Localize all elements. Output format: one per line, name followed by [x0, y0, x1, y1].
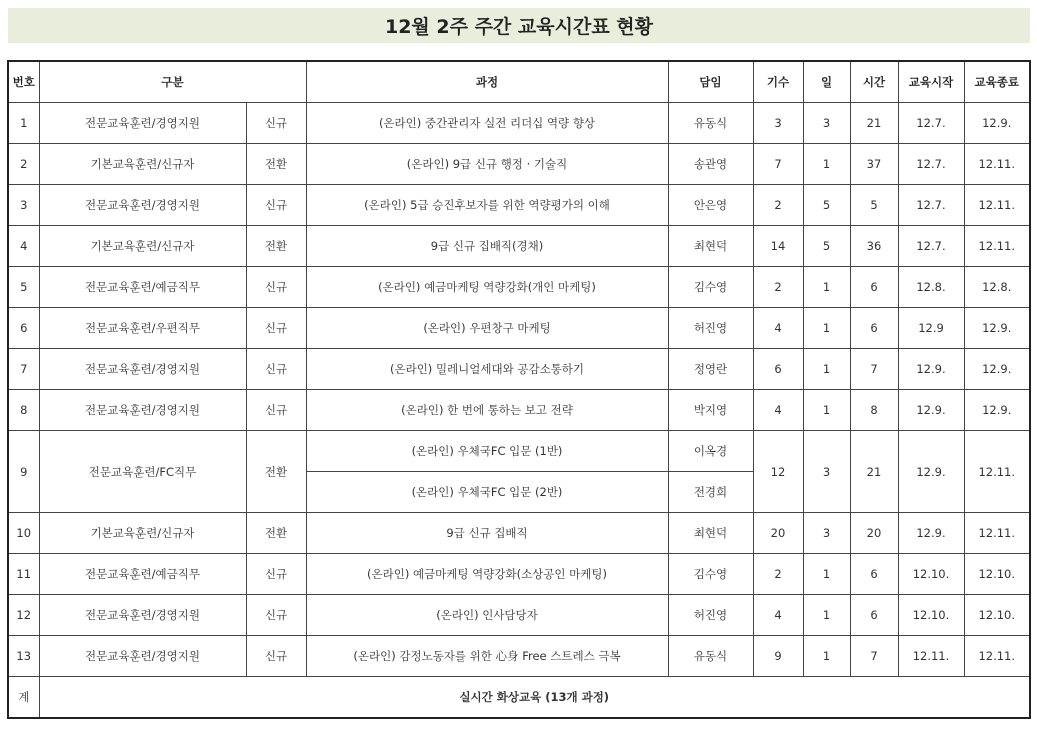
header-no: 번호	[8, 61, 39, 103]
cell-start: 12.7.	[898, 103, 964, 144]
cell-cohort: 3	[753, 103, 803, 144]
cell-no: 12	[8, 595, 39, 636]
cell-type: 신규	[246, 308, 306, 349]
cell-category: 전문교육훈련/경영지원	[39, 103, 246, 144]
cell-hours: 6	[850, 308, 898, 349]
cell-manager: 최현덕	[668, 226, 753, 267]
cell-start: 12.10.	[898, 595, 964, 636]
cell-category: 전문교육훈련/예금직무	[39, 267, 246, 308]
cell-type: 신규	[246, 185, 306, 226]
cell-type: 신규	[246, 267, 306, 308]
cell-category: 전문교육훈련/경영지원	[39, 185, 246, 226]
cell-end: 12.11.	[964, 226, 1030, 267]
cell-no: 5	[8, 267, 39, 308]
cell-start: 12.9.	[898, 390, 964, 431]
cell-start: 12.7.	[898, 185, 964, 226]
cell-manager: 김수영	[668, 554, 753, 595]
table-row	[8, 390, 1030, 431]
table-row	[8, 349, 1030, 390]
cell-category: 전문교육훈련/경영지원	[39, 390, 246, 431]
cell-no: 6	[8, 308, 39, 349]
cell-days: 3	[803, 513, 850, 554]
table-row	[8, 636, 1030, 677]
cell-hours: 8	[850, 390, 898, 431]
cell-no: 8	[8, 390, 39, 431]
cell-hours: 6	[850, 554, 898, 595]
cell-manager: 허진영	[668, 308, 753, 349]
cell-type: 신규	[246, 349, 306, 390]
table-row	[8, 144, 1030, 185]
cell-cohort: 7	[753, 144, 803, 185]
cell-days: 3	[803, 103, 850, 144]
cell-course: (온라인) 한 번에 통하는 보고 전략	[306, 390, 668, 431]
cell-days: 1	[803, 308, 850, 349]
cell-end: 12.10.	[964, 595, 1030, 636]
cell-hours: 37	[850, 144, 898, 185]
header-category: 구분	[39, 61, 306, 103]
schedule-table	[7, 60, 1031, 719]
table-row	[8, 267, 1030, 308]
cell-cohort: 6	[753, 349, 803, 390]
cell-type: 전환	[246, 431, 306, 513]
cell-end: 12.9.	[964, 103, 1030, 144]
cell-category: 전문교육훈련/예금직무	[39, 554, 246, 595]
cell-start: 12.9	[898, 308, 964, 349]
cell-end: 12.8.	[964, 267, 1030, 308]
cell-course: (온라인) 우체국FC 입문 (1반)	[306, 431, 668, 472]
cell-no: 10	[8, 513, 39, 554]
cell-hours: 21	[850, 431, 898, 513]
table-row	[8, 554, 1030, 595]
cell-start: 12.9.	[898, 513, 964, 554]
cell-category: 기본교육훈련/신규자	[39, 513, 246, 554]
cell-end: 12.11.	[964, 513, 1030, 554]
cell-hours: 6	[850, 595, 898, 636]
cell-no: 4	[8, 226, 39, 267]
cell-days: 1	[803, 595, 850, 636]
cell-start: 12.7.	[898, 226, 964, 267]
cell-start: 12.10.	[898, 554, 964, 595]
cell-course: (온라인) 인사담당자	[306, 595, 668, 636]
cell-days: 1	[803, 267, 850, 308]
cell-type: 전환	[246, 513, 306, 554]
cell-start: 12.11.	[898, 636, 964, 677]
cell-end: 12.9.	[964, 390, 1030, 431]
total-row	[8, 677, 1030, 719]
cell-cohort: 2	[753, 267, 803, 308]
cell-type: 전환	[246, 226, 306, 267]
cell-hours: 7	[850, 349, 898, 390]
cell-hours: 5	[850, 185, 898, 226]
cell-course: (온라인) 우체국FC 입문 (2반)	[306, 472, 668, 513]
cell-manager: 전경희	[668, 472, 753, 513]
cell-category: 기본교육훈련/신규자	[39, 226, 246, 267]
cell-type: 신규	[246, 595, 306, 636]
header-manager: 담임	[668, 61, 753, 103]
cell-no: 13	[8, 636, 39, 677]
cell-no: 1	[8, 103, 39, 144]
total-label: 계	[8, 677, 39, 719]
cell-course: (온라인) 예금마케팅 역량강화(개인 마케팅)	[306, 267, 668, 308]
table-row	[8, 595, 1030, 636]
total-text: 실시간 화상교육 (13개 과정)	[39, 677, 1030, 719]
cell-course: (온라인) 감정노동자를 위한 心身 Free 스트레스 극복	[306, 636, 668, 677]
cell-course: (온라인) 예금마케팅 역량강화(소상공인 마케팅)	[306, 554, 668, 595]
cell-course: (온라인) 밀레니얼세대와 공감소통하기	[306, 349, 668, 390]
header-cohort: 기수	[753, 61, 803, 103]
cell-end: 12.10.	[964, 554, 1030, 595]
cell-manager: 이옥경	[668, 431, 753, 472]
cell-category: 전문교육훈련/경영지원	[39, 636, 246, 677]
table-row	[8, 103, 1030, 144]
header-start: 교육시작	[898, 61, 964, 103]
cell-hours: 20	[850, 513, 898, 554]
table-row	[8, 431, 1030, 472]
cell-manager: 허진영	[668, 595, 753, 636]
cell-end: 12.9.	[964, 349, 1030, 390]
cell-course: (온라인) 5급 승진후보자를 위한 역량평가의 이해	[306, 185, 668, 226]
cell-course: (온라인) 중간관리자 실전 리더십 역량 향상	[306, 103, 668, 144]
cell-course: 9급 신규 집배직(경채)	[306, 226, 668, 267]
cell-cohort: 2	[753, 554, 803, 595]
cell-cohort: 2	[753, 185, 803, 226]
cell-days: 1	[803, 390, 850, 431]
cell-cohort: 4	[753, 308, 803, 349]
cell-hours: 36	[850, 226, 898, 267]
cell-cohort: 20	[753, 513, 803, 554]
cell-end: 12.9.	[964, 308, 1030, 349]
cell-hours: 21	[850, 103, 898, 144]
cell-manager: 정영란	[668, 349, 753, 390]
cell-cohort: 9	[753, 636, 803, 677]
cell-days: 1	[803, 349, 850, 390]
cell-manager: 김수영	[668, 267, 753, 308]
page-title: 12월 2주 주간 교육시간표 현황	[8, 8, 1030, 43]
cell-start: 12.7.	[898, 144, 964, 185]
header-row	[8, 61, 1030, 103]
cell-days: 3	[803, 431, 850, 513]
cell-no: 2	[8, 144, 39, 185]
cell-category: 전문교육훈련/우편직무	[39, 308, 246, 349]
cell-manager: 송관영	[668, 144, 753, 185]
cell-start: 12.8.	[898, 267, 964, 308]
cell-manager: 최현덕	[668, 513, 753, 554]
cell-end: 12.11.	[964, 185, 1030, 226]
cell-category: 전문교육훈련/FC직무	[39, 431, 246, 513]
table-row	[8, 226, 1030, 267]
cell-manager: 유동식	[668, 103, 753, 144]
header-course: 과정	[306, 61, 668, 103]
cell-start: 12.9.	[898, 349, 964, 390]
cell-no: 11	[8, 554, 39, 595]
cell-cohort: 4	[753, 595, 803, 636]
header-end: 교육종료	[964, 61, 1030, 103]
cell-cohort: 12	[753, 431, 803, 513]
cell-category: 전문교육훈련/경영지원	[39, 349, 246, 390]
cell-type: 신규	[246, 636, 306, 677]
cell-days: 1	[803, 144, 850, 185]
cell-days: 5	[803, 185, 850, 226]
cell-hours: 6	[850, 267, 898, 308]
cell-no: 7	[8, 349, 39, 390]
cell-hours: 7	[850, 636, 898, 677]
header-hours: 시간	[850, 61, 898, 103]
table-row	[8, 308, 1030, 349]
cell-category: 전문교육훈련/경영지원	[39, 595, 246, 636]
cell-type: 신규	[246, 390, 306, 431]
cell-course: (온라인) 우편창구 마케팅	[306, 308, 668, 349]
table-row	[8, 185, 1030, 226]
cell-manager: 안은영	[668, 185, 753, 226]
cell-days: 1	[803, 554, 850, 595]
cell-start: 12.9.	[898, 431, 964, 513]
cell-no: 9	[8, 431, 39, 513]
cell-end: 12.11.	[964, 636, 1030, 677]
header-days: 일	[803, 61, 850, 103]
cell-end: 12.11.	[964, 144, 1030, 185]
table-row	[8, 513, 1030, 554]
cell-type: 신규	[246, 103, 306, 144]
cell-course: 9급 신규 집배직	[306, 513, 668, 554]
cell-cohort: 14	[753, 226, 803, 267]
cell-no: 3	[8, 185, 39, 226]
cell-course: (온라인) 9급 신규 행정 · 기술직	[306, 144, 668, 185]
cell-type: 전환	[246, 144, 306, 185]
cell-type: 신규	[246, 554, 306, 595]
cell-days: 5	[803, 226, 850, 267]
cell-manager: 유동식	[668, 636, 753, 677]
cell-category: 기본교육훈련/신규자	[39, 144, 246, 185]
cell-days: 1	[803, 636, 850, 677]
cell-cohort: 4	[753, 390, 803, 431]
cell-end: 12.11.	[964, 431, 1030, 513]
cell-manager: 박지영	[668, 390, 753, 431]
